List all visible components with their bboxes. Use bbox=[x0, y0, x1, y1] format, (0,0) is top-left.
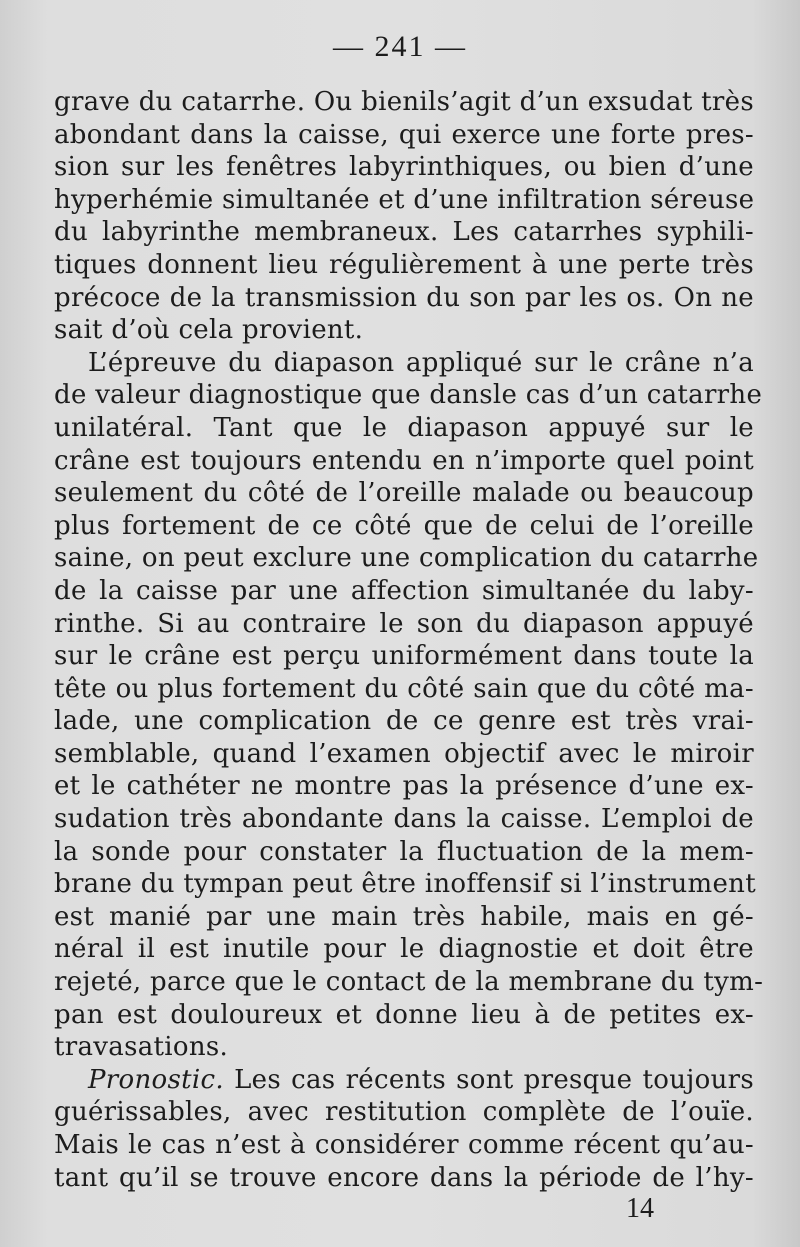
text-line: est manié par une main très habile, mais en gé- bbox=[54, 901, 754, 932]
text-line: rejeté, parce que le contact de la membrane du tym- bbox=[54, 967, 764, 998]
page-number: — 241 — bbox=[333, 30, 467, 63]
text-line: seulement du côté de l’oreille malade ou beaucoup bbox=[54, 478, 754, 509]
text-line: hyperhémie simultanée et d’une infiltration séreuse bbox=[54, 184, 755, 215]
body-text bbox=[54, 86, 764, 1194]
text-line: semblable, quand l’examen objectif avec le miroir bbox=[54, 738, 754, 769]
text-line: de la caisse par une affection simultanée du laby- bbox=[54, 575, 754, 606]
signature-mark: 14 bbox=[626, 1193, 654, 1224]
text-line: crâne est toujours entendu en n’importe quel point bbox=[54, 445, 754, 476]
text-line: sait d’où cela provient. bbox=[54, 315, 364, 346]
text-line: Mais le cas n’est à considérer comme récent qu’au- bbox=[54, 1130, 754, 1160]
text-line: et le cathéter ne montre pas la présence d’une ex- bbox=[54, 771, 754, 802]
text-line: travasations. bbox=[54, 1032, 229, 1063]
text-line: unilatéral. Tant que le diapason appuyé sur le bbox=[54, 412, 754, 443]
text-line: L’épreuve du diapason appliqué sur le crâne n’a bbox=[88, 347, 754, 378]
text-line: sion sur les fenêtres labyrinthiques, ou bien d’une bbox=[54, 152, 754, 183]
text-line: rinthe. Si au contraire le son du diapason appuyé bbox=[54, 608, 754, 639]
text-line: néral il est inutile pour le diagnostie et doit être bbox=[54, 934, 754, 965]
text-line: guérissables, avec restitution complète de l’ouïe. bbox=[54, 1097, 754, 1128]
text-line: de valeur diagnostique que dansle cas d’un catarrhe bbox=[54, 380, 763, 411]
text-line: abondant dans la caisse, qui exerce une forte pres- bbox=[54, 119, 754, 150]
text-line: la sonde pour constater la fluctuation de la mem- bbox=[54, 836, 754, 867]
pronostic-text: Les cas récents sont presque toujours bbox=[223, 1064, 754, 1095]
text-line: plus fortement de ce côté que de celui de l’oreille bbox=[54, 510, 754, 541]
text-line: sudation très abondante dans la caisse. L’emploi de bbox=[54, 804, 754, 835]
text-line: tête ou plus fortement du côté sain que du côté ma- bbox=[54, 673, 754, 704]
text-line: grave du catarrhe. Ou bienils’agit d’un exsudat très bbox=[54, 87, 754, 117]
text-line: brane du tympan peut être inoffensif si l’instrument bbox=[54, 869, 756, 900]
text-line: saine, on peut exclure une complication du catarrhe bbox=[54, 543, 759, 574]
text-line: du labyrinthe membraneux. Les catarrhes syphili- bbox=[54, 217, 754, 248]
pronostic-heading: Pronostic. bbox=[88, 1064, 224, 1095]
text-line: sur le crâne est perçu uniformément dans toute la bbox=[54, 641, 754, 672]
text-line: pan est douloureux et donne lieu à de petites ex- bbox=[54, 999, 754, 1030]
text-line: tant qu’il se trouve encore dans la période de l’hy- bbox=[54, 1162, 754, 1193]
text-line: lade, une complication de ce genre est très vrai- bbox=[54, 706, 754, 737]
pronostic-line bbox=[54, 1064, 754, 1097]
text-line: précoce de la transmission du son par les os. On ne bbox=[54, 282, 754, 313]
text-line: tiques donnent lieu régulièrement à une perte très bbox=[54, 249, 754, 280]
